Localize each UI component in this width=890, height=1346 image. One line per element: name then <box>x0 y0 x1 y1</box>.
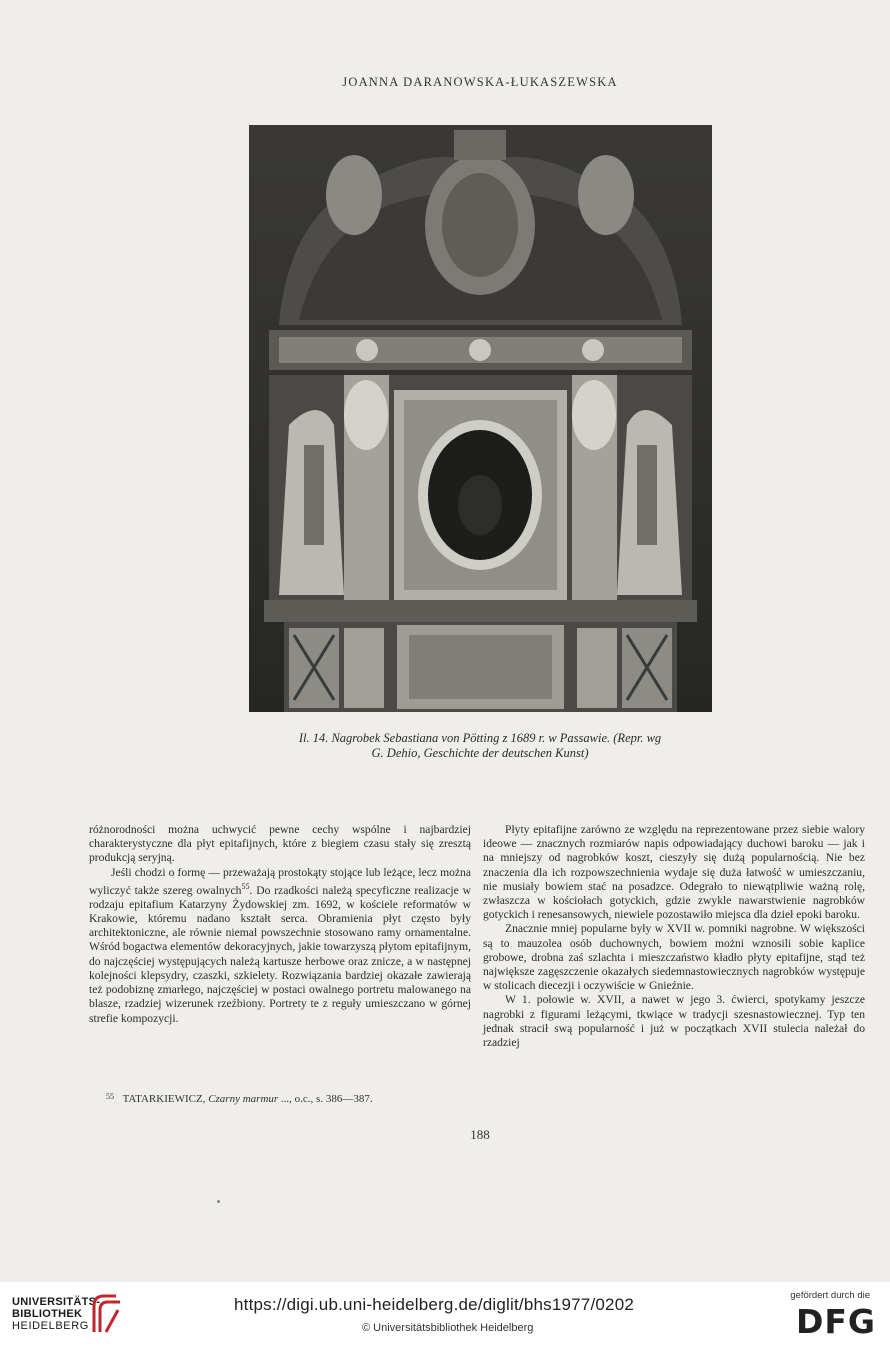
running-head: JOANNA DARANOWSKA-ŁUKASZEWSKA <box>342 75 618 89</box>
left-text-column <box>89 823 471 1026</box>
footnote-reference: ..., o.c., s. 386—387. <box>280 1093 373 1105</box>
ub-heidelberg-logo[interactable] <box>12 1296 100 1332</box>
page-number: 188 <box>470 1127 490 1142</box>
right-text-column <box>483 823 865 1050</box>
footnote-title: Czarny marmur <box>208 1093 279 1105</box>
footnote-author: TATARKIEWICZ, <box>122 1093 206 1105</box>
right-paragraph-3: W 1. połowie w. XVII, a nawet w jego 3. ćwierci, spotykamy jeszcze nagrobki z figurami leżącymi, tkwiące w tradycji szesnastowiecznej. Typ ten jednak stracił swą popularność i już w początkach XVII stulecia należał do rzadziej <box>483 993 865 1050</box>
figure-caption <box>210 731 750 761</box>
caption-line-1: Il. 14. Nagrobek Sebastiana von Pötting z 1689 r. w Passawie. (Repr. wg <box>298 731 662 745</box>
left-paragraph-2-end: . Do rzadkości należą specyficzne realizacje w rodzaju epitafium Katarzyny Żydowskiej zm. 1692, w kościele reformatów w Krakowie, któremu nadano kształt serca. Obramienia płyt często były architektoniczne, ale równie niemal powszechnie stosowano ramy ornamentalne. Wśród bogactwa elementów dekoracyjnych, jakie towarzyszą płytom epitafijnym, do najczęściej występujących należą kartusze herbowe oraz znicze, a w następnej kolejności klepsydry, czaszki, szkielety. Rozwiązania bardziej okazałe zawierają też podobiznę zmarłego, najczęściej w postaci owalnego portretu malowanego na blasze, rzadziej wizerunek rzeźbiony. Portrety te z reguły umieszczano w górnej strefie kompozycji. <box>89 883 471 1025</box>
logo-line-1: UNIVERSITÄTS- <box>12 1296 101 1308</box>
footnote <box>106 1092 373 1105</box>
viewer-footer <box>0 1282 890 1346</box>
footnote-ref-55[interactable]: 55 <box>241 881 250 891</box>
left-paragraph-2 <box>89 866 471 1026</box>
left-paragraph-1: różnorodności można uchwycić pewne cechy wspólne i najbardziej charakterystyczne dla płyt epitafijnych, które z biegiem czasu stały się zresztą produkcją seryjną. <box>89 823 471 865</box>
funding-note: gefördert durch die <box>790 1290 870 1301</box>
scan-speck <box>217 1200 220 1203</box>
right-paragraph-2: Znacznie mniej popularne były w XVII w. pomniki nagrobne. W większości są to mauzolea osób duchownych, bowiem możni wznosili sobie kaplice grobowe, drobna zaś szlachta i mieszczaństwo kładło płyty epitafijne, stąd też największe zagęszczenie okazałych siedemnastowiecznych nagrobków występuje w stolicach diecezji i oczywiście w Gnieźnie. <box>483 922 865 993</box>
logo-line-2: BIBLIOTHEK <box>12 1308 83 1320</box>
logo-line-3: HEIDELBERG <box>12 1320 89 1332</box>
footnote-number: 55 <box>106 1092 114 1101</box>
caption-line-2: G. Dehio, Geschichte der deutschen Kunst) <box>371 746 589 760</box>
right-paragraph-1: Płyty epitafijne zarówno ze względu na reprezentowane przez siebie walory ideowe — znacznych rozmiarów napis odpowiadający duchowi baroku — jak i na mniejszy od nagrobków koszt, cieszyły się dużą popularnością. Nie bez znaczenia dla ich rozpowszechnienia wydaje się duża łatwość w umieszczaniu, nie musiały bowiem stać na posadzce. Odegrało to niewątpliwie ważną rolę, zwłaszcza w kościołach gotyckich, gdzie zwykle nawarstwienie nagrobków gotyckich i renesansowych, niewiele pozostawiło miejsca dla dzieł epoki baroku. <box>483 823 865 922</box>
monument-illustration <box>249 125 712 712</box>
epitaph-monument-photo <box>249 125 712 712</box>
ub-logo-mark-icon <box>90 1290 124 1338</box>
copyright-notice: © Universitätsbibliothek Heidelberg <box>362 1322 534 1334</box>
permalink-url[interactable]: https://digi.ub.uni-heidelberg.de/diglit/bhs1977/0202 <box>234 1295 634 1314</box>
dfg-logo[interactable]: DFG <box>795 1302 876 1341</box>
left-paragraph-2-start: Jeśli chodzi o formę — przeważają prostokąty stojące lub leżące, lecz można wyliczyć także szereg owalnych <box>89 865 471 897</box>
